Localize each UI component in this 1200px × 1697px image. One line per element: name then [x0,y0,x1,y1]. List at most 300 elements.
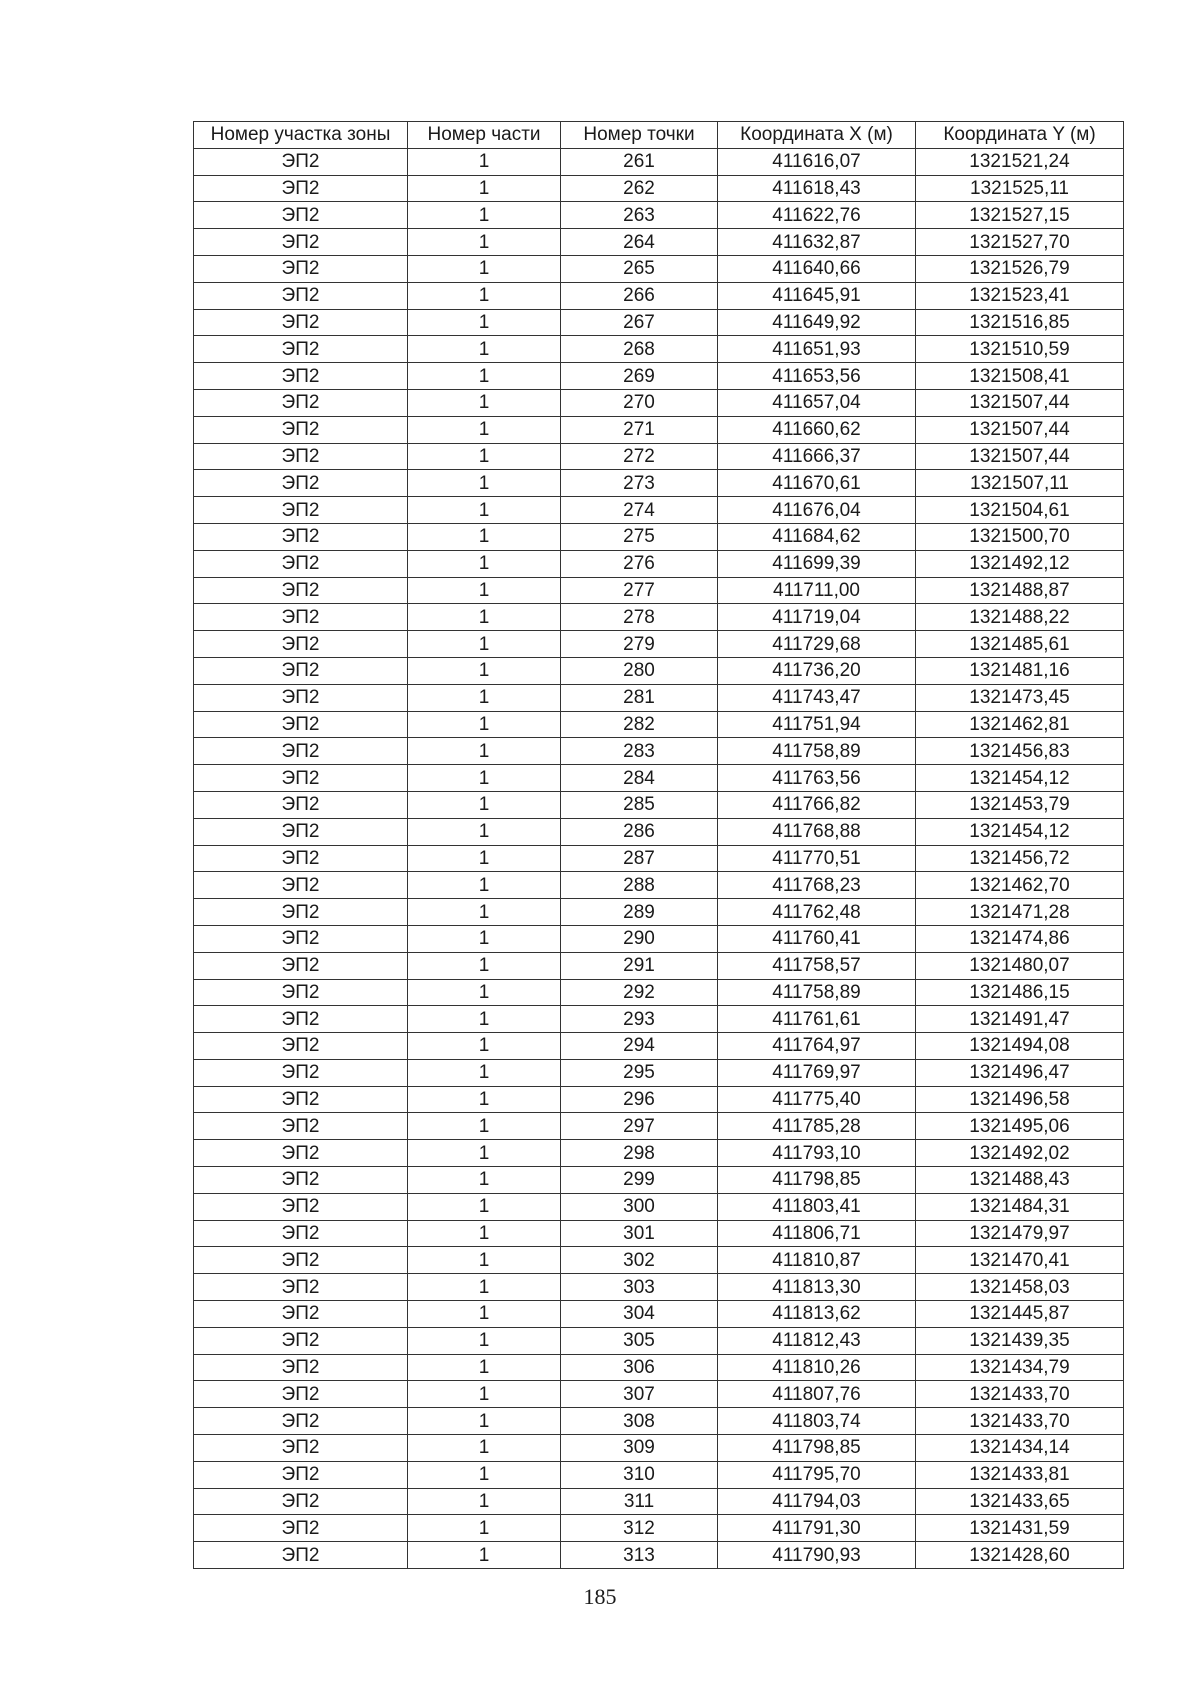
table-row [194,1193,1124,1220]
cell-zone-section: ЭП2 [194,1113,408,1140]
table-row [194,1515,1124,1542]
table-row [194,1059,1124,1086]
table-row [194,443,1124,470]
cell-zone-section: ЭП2 [194,309,408,336]
cell-zone-section: ЭП2 [194,684,408,711]
cell-coordinate-x: 411640,66 [718,255,916,282]
cell-coordinate-y: 1321454,12 [916,765,1124,792]
cell-coordinate-x: 411653,56 [718,363,916,390]
table-row [194,952,1124,979]
cell-zone-section: ЭП2 [194,925,408,952]
cell-part-number: 1 [408,684,561,711]
table-header-row [194,122,1124,149]
coordinates-table [193,121,1124,1569]
cell-part-number: 1 [408,1488,561,1515]
cell-coordinate-y: 1321507,44 [916,389,1124,416]
cell-zone-section: ЭП2 [194,711,408,738]
cell-part-number: 1 [408,657,561,684]
cell-point-number: 272 [561,443,718,470]
cell-part-number: 1 [408,1006,561,1033]
header-coordinate-x: Координата X (м) [718,122,916,149]
cell-zone-section: ЭП2 [194,255,408,282]
cell-zone-section: ЭП2 [194,1488,408,1515]
cell-part-number: 1 [408,363,561,390]
cell-part-number: 1 [408,818,561,845]
cell-coordinate-y: 1321439,35 [916,1327,1124,1354]
cell-coordinate-y: 1321485,61 [916,631,1124,658]
table-row [194,1274,1124,1301]
table-row [194,175,1124,202]
cell-zone-section: ЭП2 [194,577,408,604]
table-row [194,845,1124,872]
cell-part-number: 1 [408,255,561,282]
cell-point-number: 261 [561,148,718,175]
table-row [194,1167,1124,1194]
cell-coordinate-x: 411795,70 [718,1461,916,1488]
cell-point-number: 303 [561,1274,718,1301]
cell-zone-section: ЭП2 [194,765,408,792]
cell-coordinate-y: 1321516,85 [916,309,1124,336]
cell-coordinate-y: 1321479,97 [916,1220,1124,1247]
cell-part-number: 1 [408,1381,561,1408]
cell-coordinate-x: 411764,97 [718,1033,916,1060]
table-row [194,1220,1124,1247]
cell-coordinate-y: 1321507,11 [916,470,1124,497]
cell-coordinate-y: 1321491,47 [916,1006,1124,1033]
cell-zone-section: ЭП2 [194,1247,408,1274]
cell-coordinate-x: 411670,61 [718,470,916,497]
cell-point-number: 289 [561,899,718,926]
cell-coordinate-x: 411758,57 [718,952,916,979]
cell-coordinate-x: 411798,85 [718,1167,916,1194]
cell-coordinate-x: 411758,89 [718,738,916,765]
cell-coordinate-y: 1321510,59 [916,336,1124,363]
header-part-number: Номер части [408,122,561,149]
cell-coordinate-x: 411622,76 [718,202,916,229]
cell-part-number: 1 [408,765,561,792]
cell-part-number: 1 [408,1167,561,1194]
cell-point-number: 286 [561,818,718,845]
table-row [194,1461,1124,1488]
cell-part-number: 1 [408,336,561,363]
cell-zone-section: ЭП2 [194,363,408,390]
table-row [194,684,1124,711]
cell-point-number: 271 [561,416,718,443]
table-row [194,899,1124,926]
cell-point-number: 288 [561,872,718,899]
cell-part-number: 1 [408,202,561,229]
cell-point-number: 308 [561,1408,718,1435]
table-row [194,1113,1124,1140]
cell-point-number: 285 [561,791,718,818]
cell-zone-section: ЭП2 [194,1542,408,1569]
cell-point-number: 293 [561,1006,718,1033]
cell-point-number: 263 [561,202,718,229]
table-row [194,1381,1124,1408]
cell-coordinate-x: 411632,87 [718,229,916,256]
cell-point-number: 291 [561,952,718,979]
cell-part-number: 1 [408,1059,561,1086]
cell-point-number: 268 [561,336,718,363]
cell-point-number: 265 [561,255,718,282]
cell-part-number: 1 [408,577,561,604]
cell-zone-section: ЭП2 [194,470,408,497]
cell-point-number: 306 [561,1354,718,1381]
cell-point-number: 310 [561,1461,718,1488]
cell-part-number: 1 [408,282,561,309]
table-row [194,1140,1124,1167]
cell-zone-section: ЭП2 [194,148,408,175]
cell-coordinate-y: 1321504,61 [916,497,1124,524]
table-row [194,497,1124,524]
cell-coordinate-y: 1321434,14 [916,1435,1124,1462]
cell-part-number: 1 [408,497,561,524]
cell-part-number: 1 [408,1113,561,1140]
cell-coordinate-x: 411676,04 [718,497,916,524]
cell-coordinate-y: 1321453,79 [916,791,1124,818]
cell-coordinate-x: 411711,00 [718,577,916,604]
cell-part-number: 1 [408,1542,561,1569]
cell-coordinate-y: 1321486,15 [916,979,1124,1006]
table-row [194,523,1124,550]
cell-coordinate-y: 1321445,87 [916,1301,1124,1328]
cell-coordinate-x: 411798,85 [718,1435,916,1462]
cell-coordinate-x: 411645,91 [718,282,916,309]
cell-point-number: 283 [561,738,718,765]
cell-coordinate-y: 1321473,45 [916,684,1124,711]
cell-part-number: 1 [408,1220,561,1247]
cell-coordinate-x: 411785,28 [718,1113,916,1140]
table-row [194,389,1124,416]
cell-point-number: 277 [561,577,718,604]
cell-coordinate-y: 1321500,70 [916,523,1124,550]
cell-point-number: 300 [561,1193,718,1220]
cell-part-number: 1 [408,1435,561,1462]
cell-coordinate-x: 411763,56 [718,765,916,792]
cell-part-number: 1 [408,175,561,202]
table-row [194,229,1124,256]
cell-coordinate-y: 1321471,28 [916,899,1124,926]
table-row [194,604,1124,631]
cell-coordinate-y: 1321525,11 [916,175,1124,202]
cell-part-number: 1 [408,604,561,631]
cell-coordinate-y: 1321492,12 [916,550,1124,577]
cell-part-number: 1 [408,925,561,952]
cell-coordinate-y: 1321458,03 [916,1274,1124,1301]
cell-coordinate-y: 1321492,02 [916,1140,1124,1167]
cell-coordinate-x: 411807,76 [718,1381,916,1408]
cell-zone-section: ЭП2 [194,1408,408,1435]
table-row [194,363,1124,390]
table-row [194,657,1124,684]
cell-zone-section: ЭП2 [194,872,408,899]
table-row [194,765,1124,792]
cell-coordinate-y: 1321496,58 [916,1086,1124,1113]
cell-coordinate-y: 1321454,12 [916,818,1124,845]
cell-coordinate-y: 1321433,65 [916,1488,1124,1515]
cell-point-number: 305 [561,1327,718,1354]
cell-part-number: 1 [408,1461,561,1488]
cell-coordinate-y: 1321474,86 [916,925,1124,952]
cell-zone-section: ЭП2 [194,282,408,309]
cell-part-number: 1 [408,1086,561,1113]
cell-point-number: 312 [561,1515,718,1542]
cell-coordinate-x: 411761,61 [718,1006,916,1033]
cell-point-number: 292 [561,979,718,1006]
cell-coordinate-x: 411810,26 [718,1354,916,1381]
cell-part-number: 1 [408,389,561,416]
cell-coordinate-y: 1321456,83 [916,738,1124,765]
cell-zone-section: ЭП2 [194,899,408,926]
cell-part-number: 1 [408,1515,561,1542]
cell-point-number: 304 [561,1301,718,1328]
cell-part-number: 1 [408,899,561,926]
table-row [194,309,1124,336]
cell-zone-section: ЭП2 [194,1435,408,1462]
cell-part-number: 1 [408,1193,561,1220]
cell-zone-section: ЭП2 [194,550,408,577]
cell-point-number: 273 [561,470,718,497]
cell-coordinate-x: 411760,41 [718,925,916,952]
cell-zone-section: ЭП2 [194,1381,408,1408]
cell-coordinate-y: 1321433,70 [916,1408,1124,1435]
cell-coordinate-x: 411812,43 [718,1327,916,1354]
cell-point-number: 275 [561,523,718,550]
cell-coordinate-y: 1321462,70 [916,872,1124,899]
table-row [194,979,1124,1006]
cell-point-number: 280 [561,657,718,684]
cell-coordinate-y: 1321488,87 [916,577,1124,604]
cell-coordinate-y: 1321507,44 [916,416,1124,443]
cell-coordinate-x: 411768,23 [718,872,916,899]
cell-coordinate-x: 411803,41 [718,1193,916,1220]
cell-coordinate-x: 411651,93 [718,336,916,363]
cell-point-number: 294 [561,1033,718,1060]
table-row [194,738,1124,765]
table-body [194,148,1124,1568]
cell-coordinate-x: 411729,68 [718,631,916,658]
cell-zone-section: ЭП2 [194,1220,408,1247]
table-row [194,872,1124,899]
cell-coordinate-x: 411790,93 [718,1542,916,1569]
cell-point-number: 270 [561,389,718,416]
table-row [194,1006,1124,1033]
cell-zone-section: ЭП2 [194,229,408,256]
cell-point-number: 281 [561,684,718,711]
cell-point-number: 269 [561,363,718,390]
cell-coordinate-y: 1321470,41 [916,1247,1124,1274]
cell-coordinate-x: 411791,30 [718,1515,916,1542]
cell-coordinate-y: 1321507,44 [916,443,1124,470]
cell-zone-section: ЭП2 [194,1167,408,1194]
cell-part-number: 1 [408,711,561,738]
cell-coordinate-x: 411813,62 [718,1301,916,1328]
table-row [194,470,1124,497]
table-row [194,711,1124,738]
cell-part-number: 1 [408,845,561,872]
cell-coordinate-x: 411618,43 [718,175,916,202]
cell-zone-section: ЭП2 [194,1461,408,1488]
cell-part-number: 1 [408,1033,561,1060]
cell-part-number: 1 [408,148,561,175]
cell-coordinate-y: 1321484,31 [916,1193,1124,1220]
cell-point-number: 302 [561,1247,718,1274]
table-row [194,1327,1124,1354]
cell-point-number: 298 [561,1140,718,1167]
cell-zone-section: ЭП2 [194,497,408,524]
cell-point-number: 274 [561,497,718,524]
table-row [194,416,1124,443]
cell-coordinate-y: 1321508,41 [916,363,1124,390]
cell-point-number: 309 [561,1435,718,1462]
table-row [194,1033,1124,1060]
cell-coordinate-y: 1321495,06 [916,1113,1124,1140]
cell-coordinate-x: 411806,71 [718,1220,916,1247]
cell-part-number: 1 [408,738,561,765]
cell-point-number: 301 [561,1220,718,1247]
cell-point-number: 264 [561,229,718,256]
table-row [194,202,1124,229]
table-row [194,631,1124,658]
cell-coordinate-x: 411736,20 [718,657,916,684]
cell-zone-section: ЭП2 [194,1140,408,1167]
cell-zone-section: ЭП2 [194,1354,408,1381]
cell-coordinate-x: 411793,10 [718,1140,916,1167]
cell-part-number: 1 [408,872,561,899]
cell-coordinate-y: 1321496,47 [916,1059,1124,1086]
cell-part-number: 1 [408,1408,561,1435]
cell-coordinate-x: 411803,74 [718,1408,916,1435]
cell-part-number: 1 [408,443,561,470]
cell-coordinate-y: 1321488,43 [916,1167,1124,1194]
cell-coordinate-x: 411810,87 [718,1247,916,1274]
cell-zone-section: ЭП2 [194,416,408,443]
cell-coordinate-y: 1321527,70 [916,229,1124,256]
cell-zone-section: ЭП2 [194,738,408,765]
cell-coordinate-x: 411813,30 [718,1274,916,1301]
cell-part-number: 1 [408,979,561,1006]
cell-point-number: 266 [561,282,718,309]
table-row [194,1086,1124,1113]
cell-zone-section: ЭП2 [194,1006,408,1033]
cell-zone-section: ЭП2 [194,1193,408,1220]
cell-zone-section: ЭП2 [194,523,408,550]
cell-coordinate-y: 1321462,81 [916,711,1124,738]
table-row [194,925,1124,952]
cell-point-number: 297 [561,1113,718,1140]
cell-part-number: 1 [408,1301,561,1328]
cell-coordinate-x: 411616,07 [718,148,916,175]
cell-point-number: 276 [561,550,718,577]
table-row [194,791,1124,818]
table-row [194,1488,1124,1515]
table-row [194,818,1124,845]
table-row [194,255,1124,282]
cell-coordinate-y: 1321521,24 [916,148,1124,175]
table-row [194,282,1124,309]
table-row [194,550,1124,577]
cell-coordinate-y: 1321523,41 [916,282,1124,309]
cell-point-number: 313 [561,1542,718,1569]
table-row [194,1247,1124,1274]
cell-coordinate-x: 411743,47 [718,684,916,711]
cell-zone-section: ЭП2 [194,657,408,684]
page-number: 185 [583,1584,617,1609]
cell-zone-section: ЭП2 [194,1033,408,1060]
table-row [194,1435,1124,1462]
cell-coordinate-x: 411766,82 [718,791,916,818]
cell-part-number: 1 [408,229,561,256]
cell-part-number: 1 [408,952,561,979]
cell-coordinate-x: 411770,51 [718,845,916,872]
cell-part-number: 1 [408,1274,561,1301]
cell-zone-section: ЭП2 [194,631,408,658]
cell-coordinate-y: 1321434,79 [916,1354,1124,1381]
table-row [194,1542,1124,1569]
cell-coordinate-y: 1321480,07 [916,952,1124,979]
cell-zone-section: ЭП2 [194,845,408,872]
table-row [194,1354,1124,1381]
cell-coordinate-y: 1321494,08 [916,1033,1124,1060]
cell-zone-section: ЭП2 [194,791,408,818]
cell-zone-section: ЭП2 [194,979,408,1006]
cell-coordinate-x: 411699,39 [718,550,916,577]
cell-zone-section: ЭП2 [194,1327,408,1354]
cell-coordinate-x: 411768,88 [718,818,916,845]
cell-coordinate-x: 411769,97 [718,1059,916,1086]
cell-part-number: 1 [408,791,561,818]
cell-part-number: 1 [408,1247,561,1274]
cell-zone-section: ЭП2 [194,1059,408,1086]
header-zone-section: Номер участка зоны [194,122,408,149]
cell-coordinate-y: 1321431,59 [916,1515,1124,1542]
table-row [194,1408,1124,1435]
cell-point-number: 278 [561,604,718,631]
cell-point-number: 284 [561,765,718,792]
cell-point-number: 299 [561,1167,718,1194]
header-point-number: Номер точки [561,122,718,149]
cell-zone-section: ЭП2 [194,818,408,845]
cell-zone-section: ЭП2 [194,1274,408,1301]
cell-coordinate-y: 1321428,60 [916,1542,1124,1569]
cell-point-number: 290 [561,925,718,952]
table-row [194,1301,1124,1328]
cell-coordinate-y: 1321456,72 [916,845,1124,872]
cell-part-number: 1 [408,309,561,336]
cell-coordinate-x: 411660,62 [718,416,916,443]
cell-zone-section: ЭП2 [194,389,408,416]
cell-part-number: 1 [408,1327,561,1354]
cell-point-number: 307 [561,1381,718,1408]
cell-point-number: 295 [561,1059,718,1086]
cell-coordinate-x: 411794,03 [718,1488,916,1515]
header-coordinate-y: Координата Y (м) [916,122,1124,149]
cell-coordinate-y: 1321526,79 [916,255,1124,282]
cell-point-number: 282 [561,711,718,738]
cell-zone-section: ЭП2 [194,175,408,202]
cell-zone-section: ЭП2 [194,336,408,363]
cell-zone-section: ЭП2 [194,1515,408,1542]
cell-coordinate-x: 411657,04 [718,389,916,416]
cell-coordinate-y: 1321527,15 [916,202,1124,229]
cell-part-number: 1 [408,416,561,443]
cell-part-number: 1 [408,470,561,497]
cell-coordinate-x: 411719,04 [718,604,916,631]
cell-part-number: 1 [408,1354,561,1381]
cell-point-number: 267 [561,309,718,336]
cell-zone-section: ЭП2 [194,1086,408,1113]
table-row [194,336,1124,363]
